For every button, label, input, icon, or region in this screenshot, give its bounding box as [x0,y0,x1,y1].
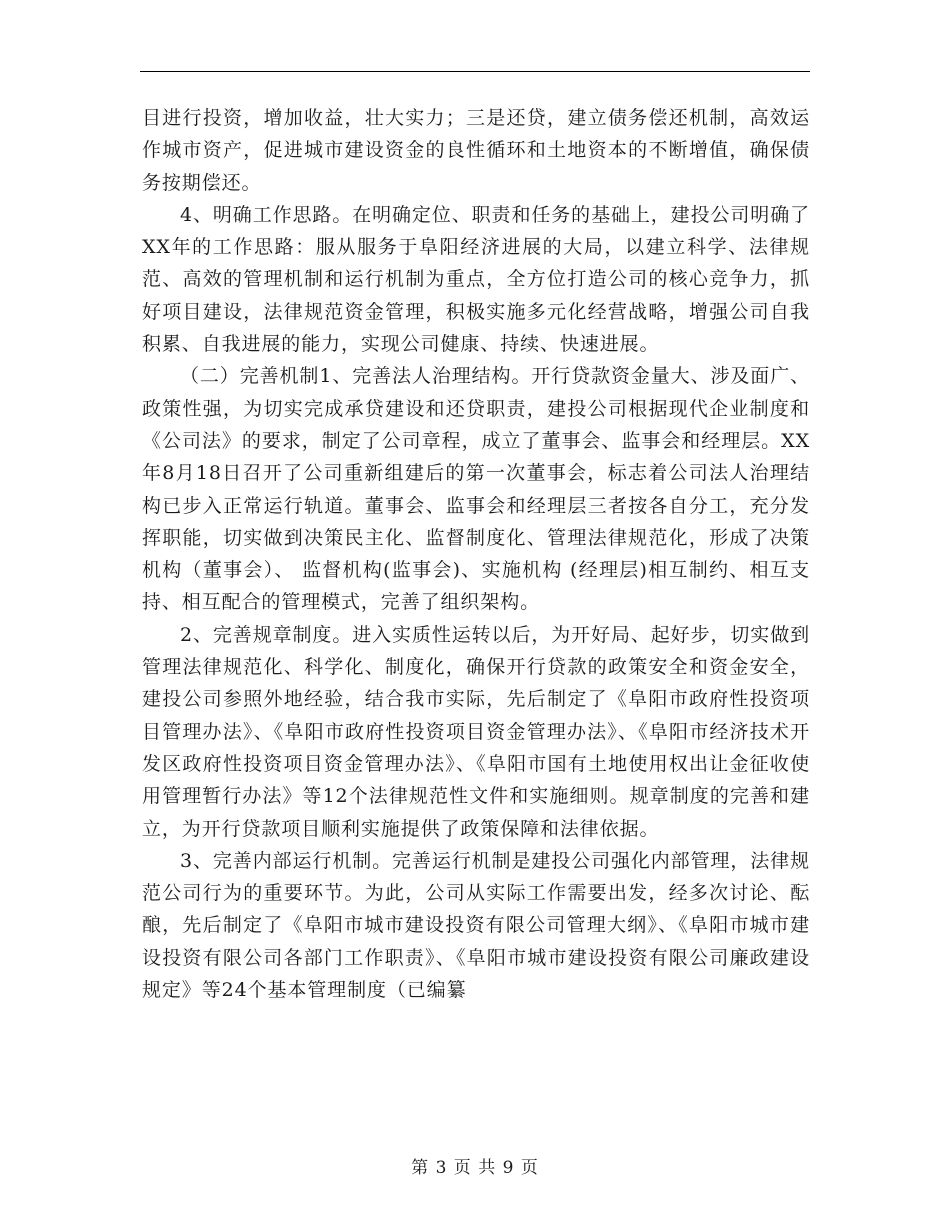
page-footer: 第 3 页 共 9 页 [411,1158,539,1178]
paragraph-regulations: 2、完善规章制度。进入实质性运转以后，为开好局、起好步，切实做到管理法律规范化、科学化、制度化，确保开行贷款的政策安全和资金安全，建投公司参照外地经验，结合我市实际，先后制定了《阜阳市政府性投资项目管理办法》、《阜阳市政府性投资项目资金管理办法》、《阜阳市经济技术开发区政府性投资项目资金管理办法》、《阜阳市国有土地使用权出让金征收使用管理暂行办法》等12个法律规范性文件和实施细则。规章制度的完善和建立，为开行贷款项目顺利实施提供了政策保障和法律依据。 [142,623,810,840]
paragraph-internal-mechanism: 3、完善内部运行机制。完善运行机制是建投公司强化内部管理，法律规范公司行为的重要环节。为此，公司从实际工作需要出发，经多次讨论、酝酿，先后制定了《阜阳市城市建设投资有限公司管理大纲》、《阜阳市城市建设投资有限公司各部门工作职责》、《阜阳市城市建设投资有限公司廉政建设规定》等24个基本管理制度（已编纂 [142,849,810,1002]
paragraph-work-approach: 4、明确工作思路。在明确定位、职责和任务的基础上，建投公司明确了XX年的工作思路：服从服务于阜阳经济进展的大局，以建立科学、法律规范、高效的管理机制和运行机制为重点，全方位打造公司的核心竞争力，抓好项目建设，法律规范资金管理，积极实施多元化经营战略，增强公司自我积累、自我进展的能力，实现公司健康、持续、快速进展。 [142,203,810,356]
document-body [142,102,810,1006]
paragraph-continuation: 目进行投资，增加收益，壮大实力；三是还贷，建立债务偿还机制，高效运作城市资产，促进城市建设资金的良性循环和土地资本的不断增值，确保债务按期偿还。 [142,107,810,194]
header-rule [140,71,810,72]
paragraph-governance: （二）完善机制1、完善法人治理结构。开行贷款资金量大、涉及面广、政策性强，为切实完成承贷建设和还贷职责，建投公司根据现代企业制度和《公司法》的要求，制定了公司章程，成立了董事会、监事会和经理层。XX年8月18日召开了公司重新组建后的第一次董事会，标志着公司法人治理结构已步入正常运行轨道。董事会、监事会和经理层三者按各自分工，充分发挥职能，切实做到决策民主化、监督制度化、管理法律规范化，形成了决策机构（董事会）、 监督机构(监事会)、实施机构 (经理层)相互制约、相互支持、相互配合的管理模式，完善了组织架构。 [142,365,810,614]
